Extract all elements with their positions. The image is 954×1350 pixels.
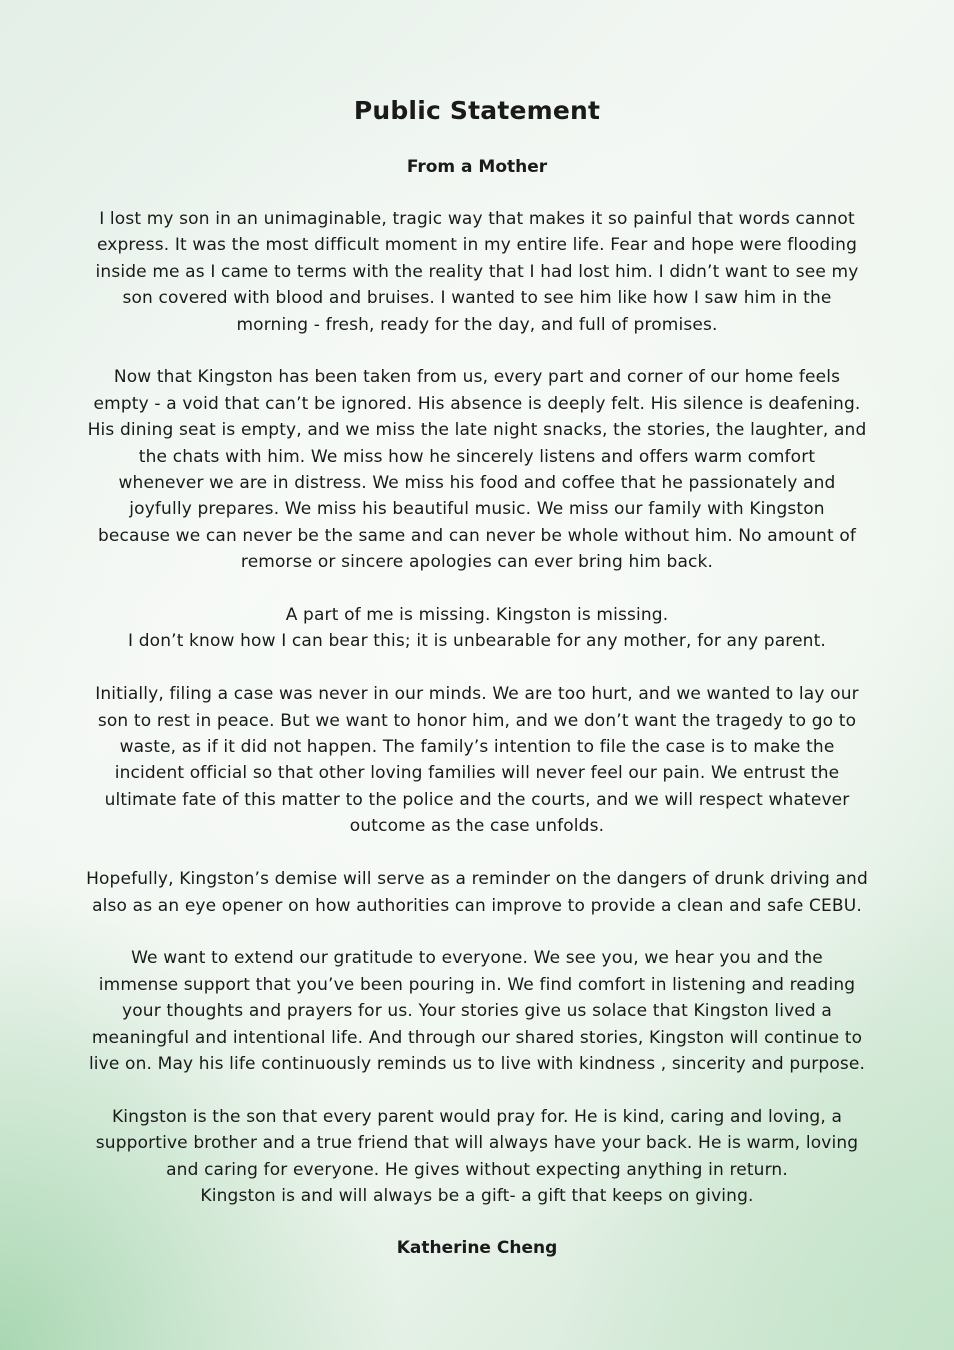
paragraph-line: son to rest in peace. But we want to honor him, and we don’t want the tragedy to go to xyxy=(97,710,857,731)
signature: Katherine Cheng xyxy=(396,1238,558,1259)
paragraph-line: morning - fresh, ready for the day, and full of promises. xyxy=(236,314,718,335)
statement-paragraph xyxy=(50,866,904,919)
paragraph-line: His dining seat is empty, and we miss the late night snacks, the stories, the laughter, and xyxy=(87,420,867,441)
paragraph-line: Kingston is the son that every parent would pray for. He is kind, caring and loving, a xyxy=(111,1106,843,1127)
paragraph-line: waste, as if it did not happen. The family’s intention to file the case is to make the xyxy=(119,737,835,758)
paragraph-line: immense support that you’ve been pouring in. We find comfort in listening and reading xyxy=(98,974,856,995)
paragraph-line: because we can never be the same and can never be whole without him. No amount of xyxy=(97,525,857,546)
paragraph-line: Now that Kingston has been taken from us, every part and corner of our home feels xyxy=(113,367,841,388)
paragraph-line: express. It was the most difficult moment in my entire life. Fear and hope were flooding xyxy=(96,235,858,256)
paragraph-line: supportive brother and a true friend that will always have your back. He is warm, loving xyxy=(95,1133,859,1154)
document-title: Public Statement xyxy=(353,96,601,125)
statement-paragraph xyxy=(50,1104,904,1210)
statement-paragraph xyxy=(50,602,904,655)
paragraph-line: your thoughts and prayers for us. Your stories give us solace that Kingston lived a xyxy=(122,1001,832,1022)
paragraph-line: I lost my son in an unimaginable, tragic way that makes it so painful that words cannot xyxy=(99,209,855,229)
paragraph-line: Hopefully, Kingston’s demise will serve as a reminder on the dangers of drunk driving and xyxy=(86,869,868,890)
statement-paragraph xyxy=(50,945,904,1077)
paragraph-line: son covered with blood and bruises. I wanted to see him like how I saw him in the xyxy=(122,288,832,309)
paragraph-line: meaningful and intentional life. And through our shared stories, Kingston will continue to xyxy=(91,1027,863,1048)
paragraph-line: Initially, filing a case was never in our minds. We are too hurt, and we wanted to lay our xyxy=(95,684,859,705)
paragraph-line: joyfully prepares. We miss his beautiful music. We miss our family with Kingston xyxy=(129,499,825,520)
statement-paragraph xyxy=(50,681,904,839)
paragraph-line: inside me as I came to terms with the reality that I had lost him. I didn’t want to see my xyxy=(95,261,859,282)
paragraph-line: We want to extend our gratitude to everyone. We see you, we hear you and the xyxy=(131,948,823,969)
paragraph-line: I don’t know how I can bear this; it is unbearable for any mother, for any parent. xyxy=(128,631,826,652)
paragraph-line: incident official so that other loving families will never feel our pain. We entrust the xyxy=(114,763,840,784)
paragraph-line: whenever we are in distress. We miss his food and coffee that he passionately and xyxy=(118,473,836,494)
paragraph-line: empty - a void that can’t be ignored. His absence is deeply felt. His silence is deafening. xyxy=(93,393,861,414)
paragraph-line: and caring for everyone. He gives without expecting anything in return. xyxy=(166,1159,788,1180)
paragraph-line: the chats with him. We miss how he sincerely listens and offers warm comfort xyxy=(138,446,816,467)
paragraph-line: live on. May his life continuously reminds us to live with kindness , sincerity and purpose. xyxy=(88,1053,866,1074)
paragraph-line: A part of me is missing. Kingston is missing. xyxy=(285,605,669,626)
statement-paragraph xyxy=(50,206,904,338)
document-subtitle: From a Mother xyxy=(406,157,548,177)
paragraph-line: outcome as the case unfolds. xyxy=(349,816,605,837)
paragraph-line: Kingston is and will always be a gift- a gift that keeps on giving. xyxy=(200,1185,754,1206)
statement-paragraph xyxy=(50,364,904,575)
paragraph-line: ultimate fate of this matter to the police and the courts, and we will respect whatever xyxy=(104,789,850,810)
paragraph-line: remorse or sincere apologies can ever bring him back. xyxy=(240,552,714,573)
paragraph-line: also as an eye opener on how authorities can improve to provide a clean and safe CEBU. xyxy=(92,895,862,916)
statement-body xyxy=(50,206,904,1209)
